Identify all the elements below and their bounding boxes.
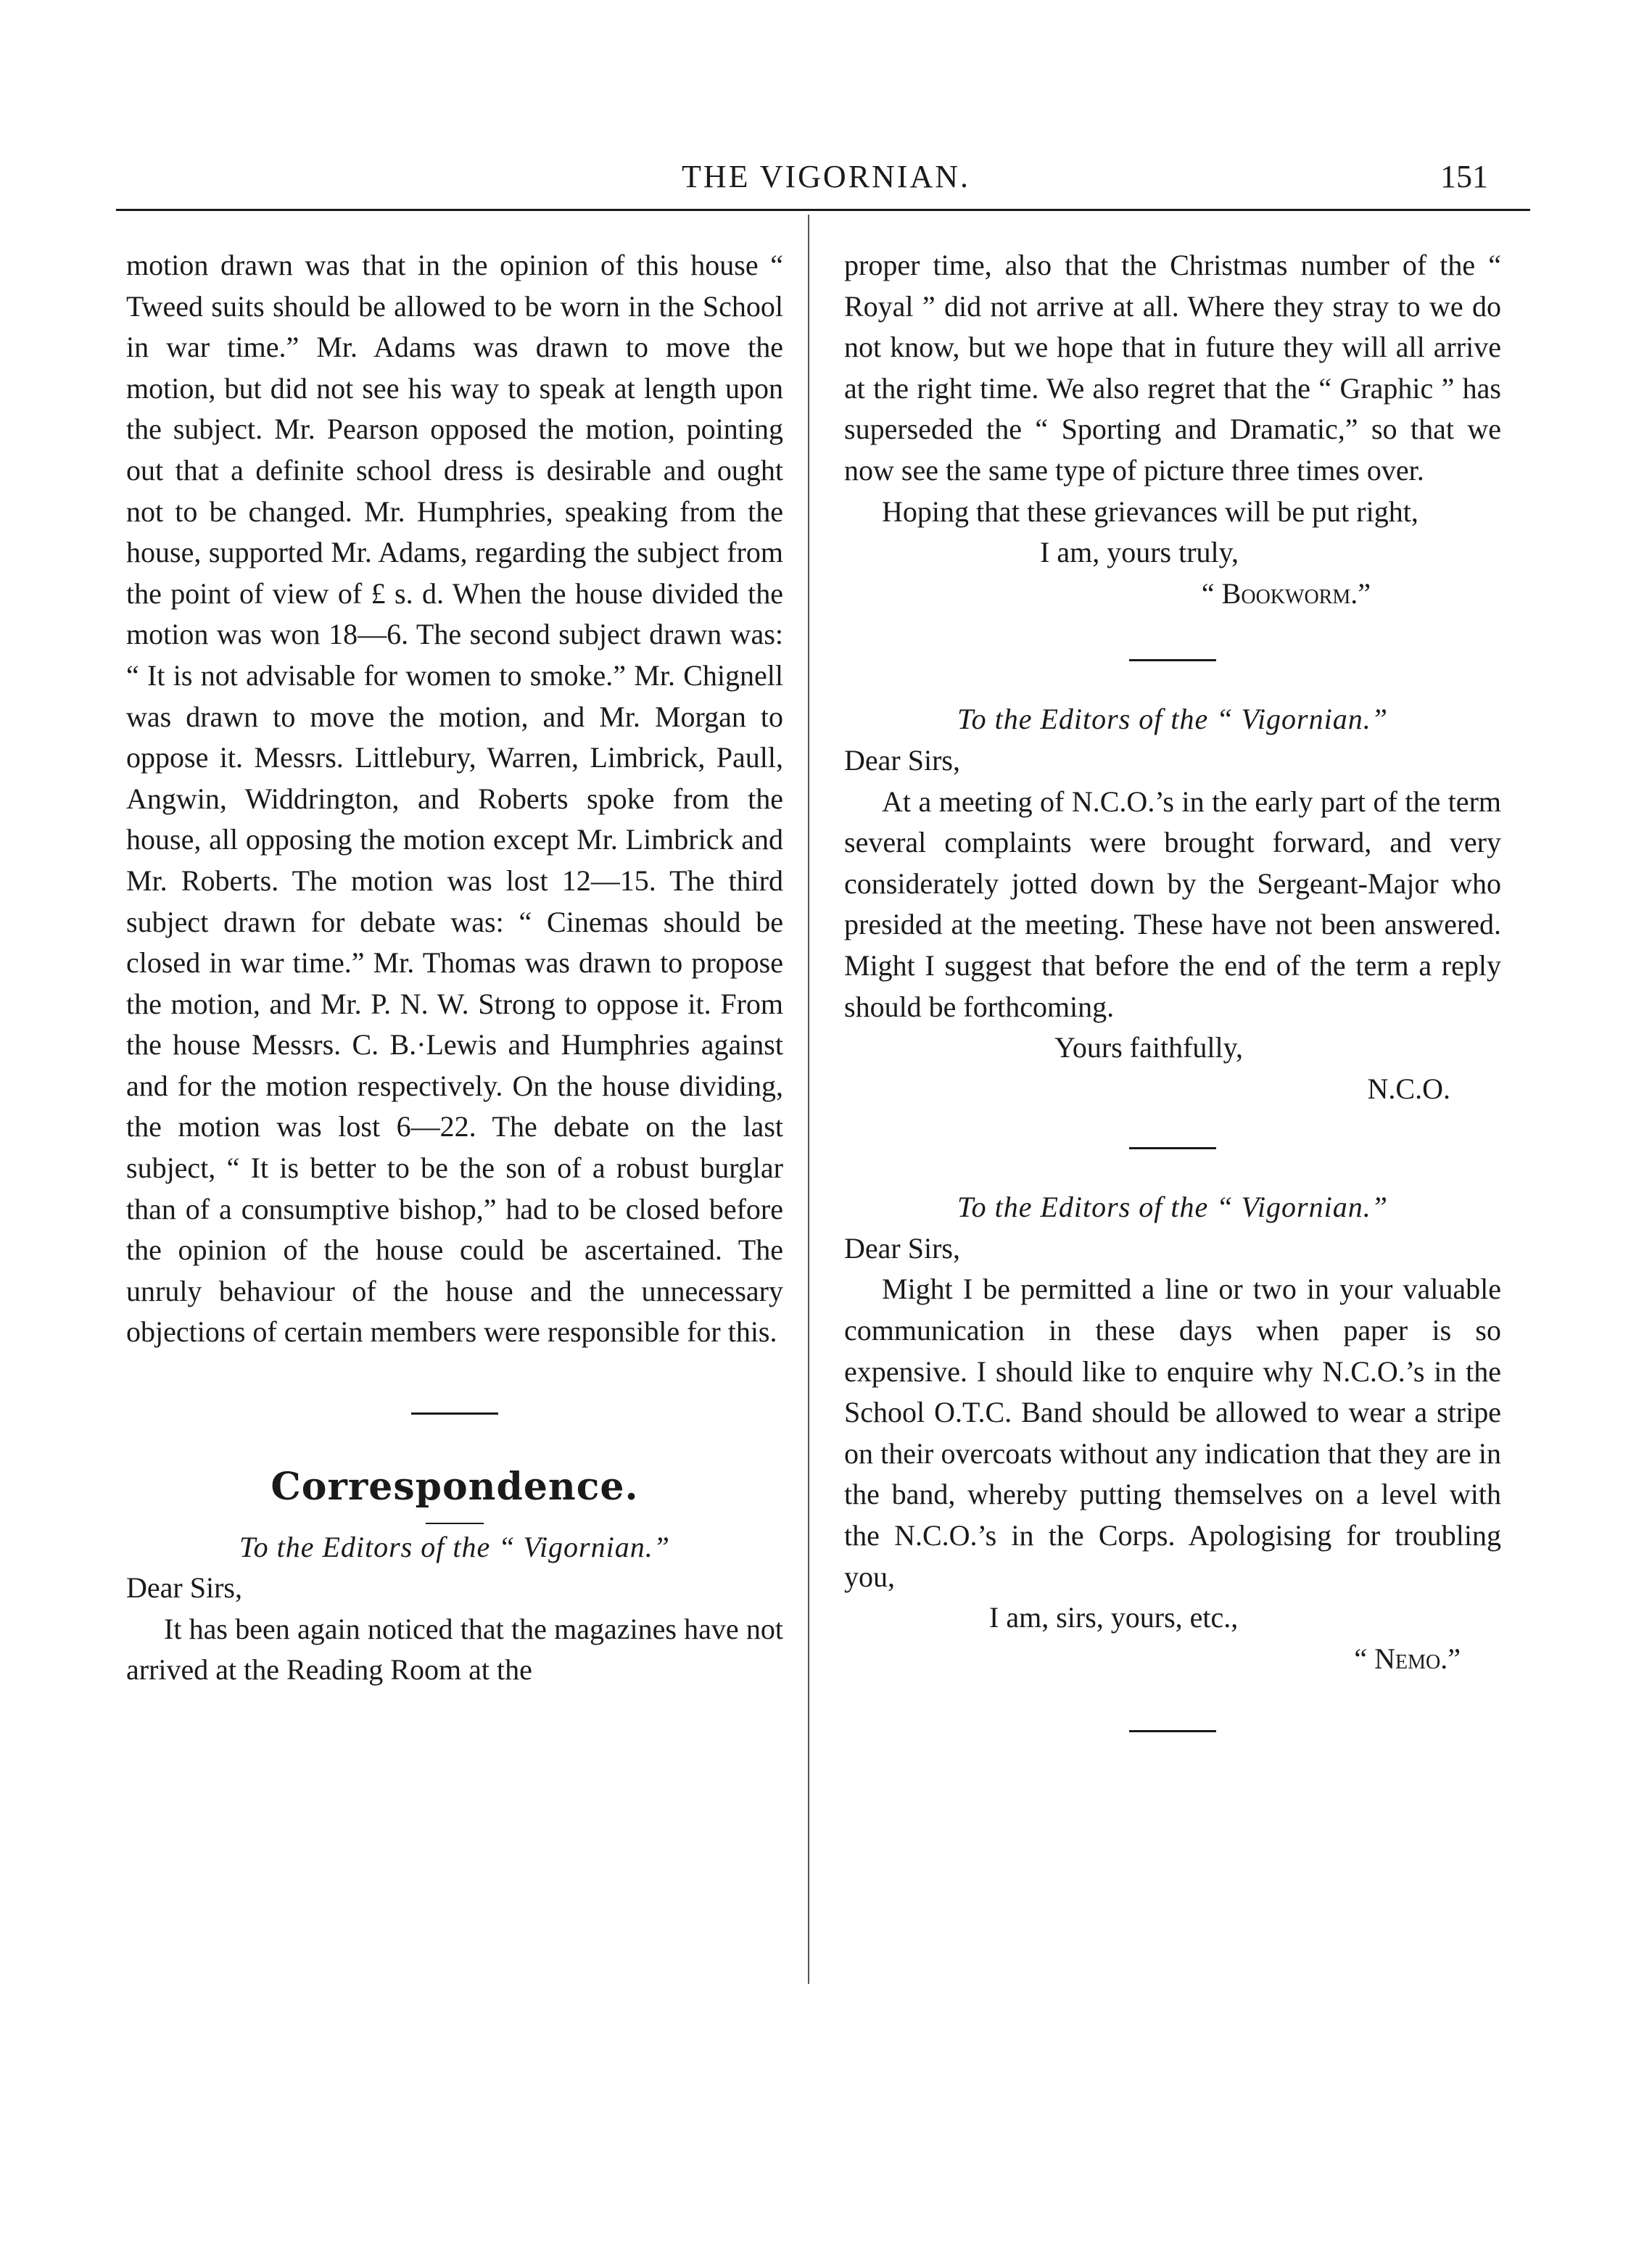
letter-signature: “ Nemo.” bbox=[1354, 1642, 1461, 1675]
letter-body: It has been again noticed that the magazines have not arrived at the Reading Room at the bbox=[126, 1612, 783, 1687]
running-header-title: THE VIGORNIAN. bbox=[681, 159, 971, 194]
page-number: 151 bbox=[1440, 159, 1488, 194]
letter-closing: I am, sirs, yours, etc., bbox=[989, 1601, 1239, 1634]
header-rule bbox=[116, 209, 1530, 211]
letter-signature: “ Bookworm.” bbox=[1201, 576, 1371, 610]
section-heading: Correspondence. bbox=[270, 1465, 639, 1510]
letter-salutation: Dear Sirs, bbox=[844, 1231, 960, 1265]
letter-body: proper time, also that the Christmas number of the “ Royal ” did not arrive at all. Where they stray to we do not know, but we hope that in future they will all arrive at the right time. We also regret that the “ Graphic ” has superseded the “ Sporting and Dramatic,” so that we now see the same type of picture three times over. bbox=[844, 249, 1501, 487]
letter-body: At a meeting of N.C.O.’s in the early part of the term several complaints were brought forward, and very considerately jotted down by the Sergeant-Major who presided at the meeting. These have not been answered. Might I suggest that before the end of the term a reply should be forthcoming. bbox=[844, 785, 1501, 1023]
letter-signature: N.C.O. bbox=[1367, 1072, 1450, 1105]
debate-paragraph: motion drawn was that in the opinion of this house “ Tweed suits should be allowed to be worn in the School in war time.” Mr. Adams was drawn to move the motion, but did not see his way to speak at length upon the subject. Mr. Pearson opposed the motion, pointing out that a definite school dress is desirable and ought not to be changed. Mr. Humphries, speaking from the house, supported Mr. Adams, regarding the subject from the point of view of £ s. d. When the house divided the motion was won 18—6. The second subject drawn was: “ It is not advisable for women to smoke.” Mr. Chignell was drawn to move the motion, and Mr. Morgan to oppose it. Messrs. Littlebury, Warren, Limbrick, Paull, Angwin, Widdrington, and Roberts spoke from the house, all opposing the motion except Mr. Limbrick and Mr. Roberts. The motion was lost 12—15. The third subject drawn for debate was: “ Cinemas should be closed in war time.” Mr. Thomas was drawn to propose the motion, and Mr. P. N. W. Strong to oppose it. From the house Messrs. C. B.·Lewis and Humphries against and for the motion respectively. On the house dividing, the motion was lost 6—22. The debate on the last subject, “ It is better to be the son of a robust burglar than of a consumptive bishop,” had to be closed before the opinion of the house could be ascertained. The unruly behaviour of the house and the unnecessary objections of certain members were responsible for this. bbox=[126, 249, 783, 1349]
letter-salutation: Dear Sirs, bbox=[844, 743, 960, 777]
letter-salutation: Dear Sirs, bbox=[126, 1571, 242, 1605]
letter-body: Hoping that these grievances will be put right, bbox=[882, 495, 1418, 528]
letter-closing: I am, yours truly, bbox=[1040, 536, 1239, 569]
letter-address: To the Editors of the “ Vigornian.” bbox=[239, 1530, 670, 1563]
end-separator bbox=[1129, 1730, 1216, 1732]
letter-body: Might I be permitted a line or two in your valuable communication in these days when paper is so expensive. I should like to enquire why N.C.O.’s in the School O.T.C. Band should be allowed to wear a stripe on their overcoats without any indication that they are in the band, whereby putting themselves on a level with the N.C.O.’s in the Corps. Apologising for troubling you, bbox=[844, 1273, 1501, 1593]
right-column bbox=[844, 245, 1501, 1732]
letter-address: To the Editors of the “ Vigornian.” bbox=[957, 1191, 1388, 1224]
left-column bbox=[126, 245, 783, 1691]
letter-address: To the Editors of the “ Vigornian.” bbox=[957, 703, 1388, 736]
column-divider bbox=[808, 215, 809, 1984]
letter-closing: Yours faithfully, bbox=[1054, 1031, 1244, 1064]
